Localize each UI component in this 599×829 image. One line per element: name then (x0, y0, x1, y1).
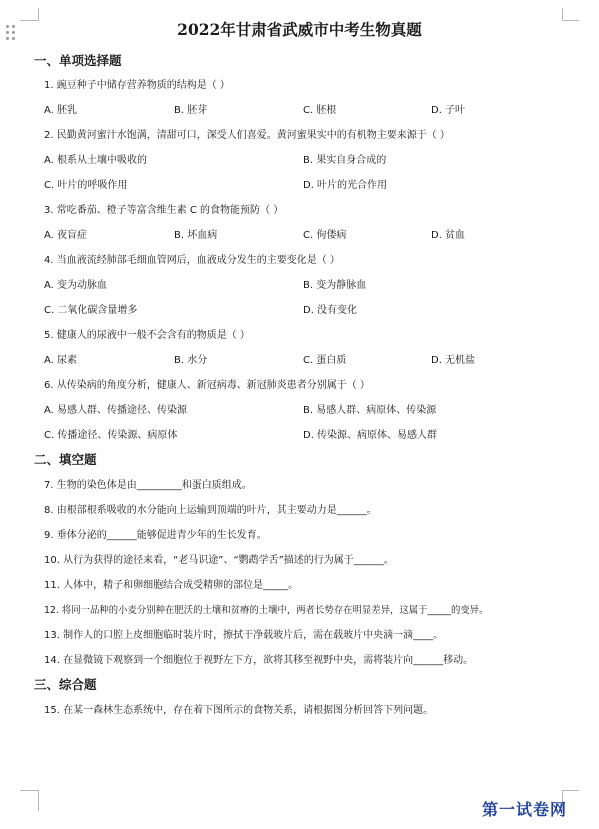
question-6: 6. 从传染病的角度分析，健康人、新冠病毒、新冠肺炎患者分别属于（ ） (44, 380, 370, 391)
question-9: 9. 垂体分泌的______能够促进青少年的生长发育。 (44, 530, 267, 541)
q1-option-b: B. 胚芽 (174, 105, 208, 116)
q2-option-a: A. 根系从土壤中吸收的 (44, 155, 148, 166)
q4-option-a: A. 变为动脉血 (44, 280, 108, 291)
footer-watermark: 第一试卷网 (482, 800, 568, 819)
question-3: 3. 常吃番茄、橙子等富含维生素 C 的食物能预防（ ） (44, 205, 284, 216)
q6-option-b: B. 易感人群、病原体、传染源 (303, 405, 437, 416)
question-4: 4. 当血液流经肺部毛细血管网后，血液成分发生的主要变化是（ ） (44, 255, 340, 266)
q6-option-c: C. 传播途径、传染源、病原体 (44, 430, 178, 441)
q3-option-d: D. 贫血 (431, 230, 466, 241)
q2-option-c: C. 叶片的呼吸作用 (44, 180, 128, 191)
q5-option-d: D. 无机盐 (431, 355, 476, 366)
q1-option-d: D. 子叶 (431, 105, 466, 116)
q5-option-a: A. 尿素 (44, 355, 78, 366)
q3-option-b: B. 坏血病 (174, 230, 218, 241)
q4-option-b: B. 变为静脉血 (303, 280, 367, 291)
question-13: 13. 制作人的口腔上皮细胞临时装片时，擦拭干净载玻片后，需在载玻片中央滴一滴____。 (44, 630, 444, 641)
question-5: 5. 健康人的尿液中一般不会含有的物质是（ ） (44, 330, 250, 341)
q2-option-b: B. 果实自身合成的 (303, 155, 387, 166)
question-15: 15. 在某一森林生态系统中，存在着下图所示的食物关系，请根据图分析回答下列问题。 (44, 705, 434, 716)
question-1: 1. 豌豆种子中储存营养物质的结构是（ ） (44, 80, 230, 91)
q6-option-a: A. 易感人群、传播途径、传染源 (44, 405, 188, 416)
q1-option-c: C. 胚根 (303, 105, 337, 116)
question-2: 2. 民勤黄河蜜汁水饱满，清甜可口，深受人们喜爱。黄河蜜果实中的有机物主要来源于（ ） (44, 130, 450, 141)
question-8: 8. 由根部根系吸收的水分能向上运输到顶端的叶片，其主要动力是______。 (44, 505, 377, 516)
q4-option-c: C. 二氧化碳含量增多 (44, 305, 138, 316)
q4-option-d: D. 没有变化 (303, 305, 358, 316)
q5-option-c: C. 蛋白质 (303, 355, 347, 366)
question-11: 11. 人体中，精子和卵细胞结合成受精卵的部位是_____。 (44, 580, 299, 591)
question-7: 7. 生物的染色体是由_________和蛋白质组成。 (44, 480, 252, 491)
question-14: 14. 在显微镜下观察到一个细胞位于视野左下方，欲将其移至视野中央，需将装片向______移动。 (44, 655, 474, 666)
q3-option-a: A. 夜盲症 (44, 230, 88, 241)
q3-option-c: C. 佝偻病 (303, 230, 347, 241)
q5-option-b: B. 水分 (174, 355, 208, 366)
q1-option-a: A. 胚乳 (44, 105, 78, 116)
q2-option-d: D. 叶片的光合作用 (303, 180, 388, 191)
question-12: 12. 将同一品种的小麦分别种在肥沃的土壤和贫瘠的土壤中，两者长势存在明显差异，这属于_____的变异。 (44, 605, 489, 616)
section-heading-single-choice: 一、单项选择题 (34, 53, 122, 68)
page-title: 2022年甘肃省武威市中考生物真题 (177, 20, 422, 39)
crop-mark-bottom-left (20, 790, 39, 811)
section-heading-comprehensive: 三、综合题 (34, 677, 97, 692)
q6-option-d: D. 传染源、病原体、易感人群 (303, 430, 438, 441)
section-heading-fill-blank: 二、填空题 (34, 452, 97, 467)
question-10: 10. 从行为获得的途径来看，“老马识途”、“鹦鹉学舌”描述的行为属于______。 (44, 555, 394, 566)
